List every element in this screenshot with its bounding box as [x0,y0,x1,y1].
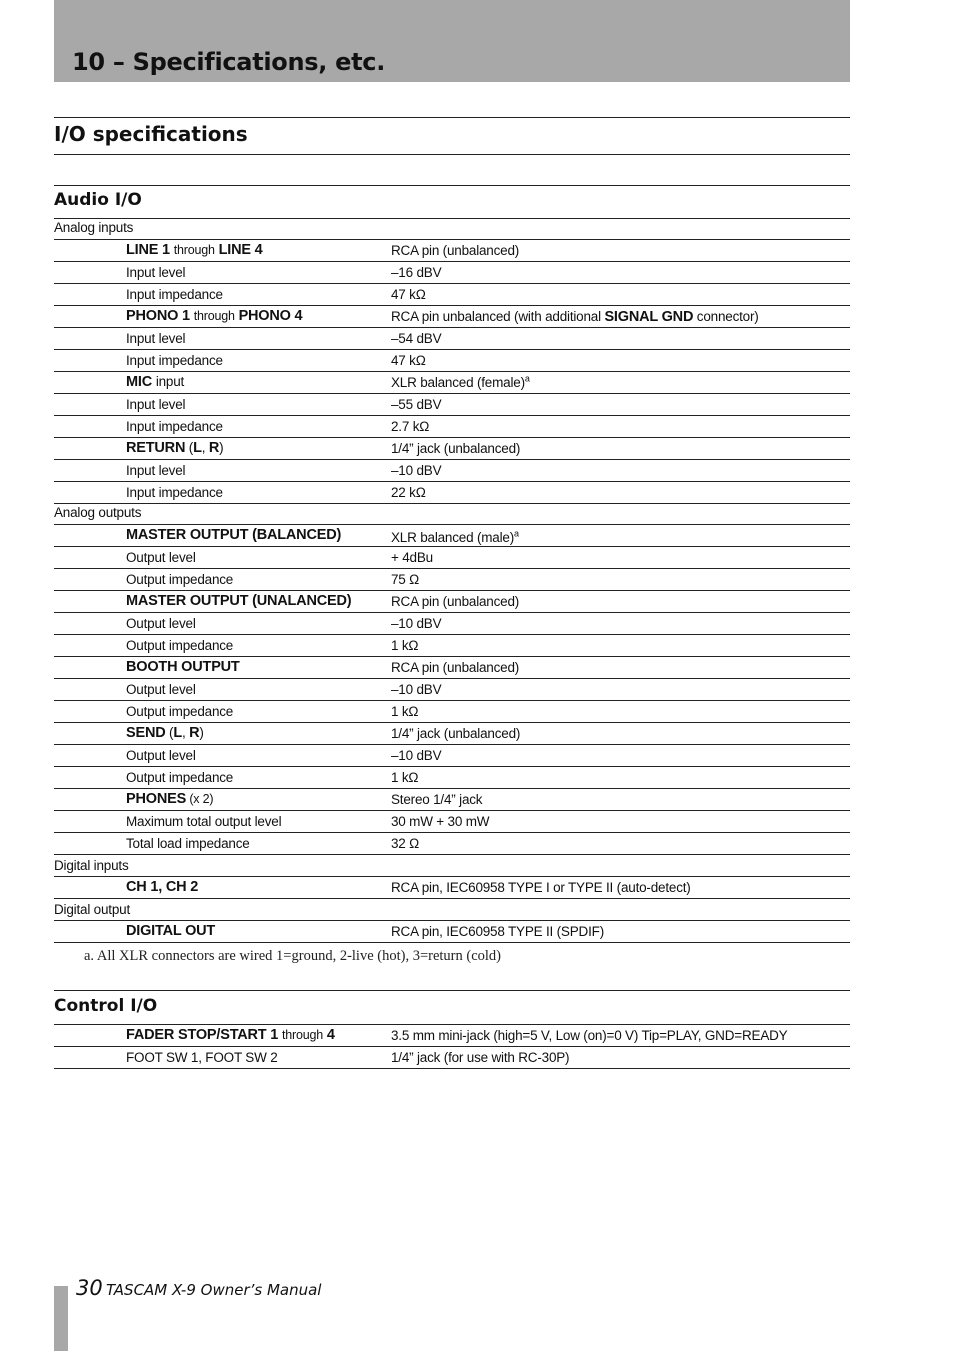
table-row-foot-sw [54,1047,850,1069]
table-row [54,811,850,833]
spec-label: Input level [126,463,186,478]
name-suffix: input [155,374,185,389]
connector-name [126,242,263,258]
spec-label: Input level [126,265,186,280]
connector-type: RCA pin (unbalanced) [391,594,520,609]
connector-type: 3.5 mm mini-jack (high=5 V, Low (on)=0 V) Tip=PLAY, GND=READY [391,1028,788,1043]
table-row [54,350,850,372]
paren: ) [219,440,224,455]
name-part: MIC [126,374,152,390]
table-row [54,701,850,723]
control-io-title: Control I/O [54,996,158,1016]
name-suffix: (x 2) [186,792,214,806]
connector-type [391,309,759,325]
table-row [54,745,850,767]
spec-label: Input impedance [126,287,223,302]
spec-label: Output level [126,682,196,697]
connector-name [126,1027,335,1043]
table-row [54,416,850,438]
table-row [54,569,850,591]
spec-value: 32 Ω [391,836,420,851]
audio-io-rule [54,185,850,186]
spec-value: 47 kΩ [391,287,426,302]
name-part: PHONO 4 [238,308,303,324]
spec-value: –10 dBV [391,463,442,478]
connector-type: RCA pin (unbalanced) [391,660,520,675]
table-row [54,262,850,284]
table-row-master-balanced [54,525,850,547]
spec-label: Input impedance [126,419,223,434]
table-row-return [54,438,850,460]
table-row [54,613,850,635]
text-part: XLR balanced (female) [391,375,525,390]
connector-type: 1/4” jack (unbalanced) [391,441,521,456]
table-row-digital-out [54,921,850,943]
through-text: through [173,243,215,257]
connector-name [126,725,204,741]
table-row-line [54,240,850,262]
table-row-fader [54,1025,850,1047]
spec-label: Input level [126,331,186,346]
spec-value: 22 kΩ [391,485,426,500]
group-label: Analog outputs [54,505,142,520]
table-row-send [54,723,850,745]
connector-name [126,374,184,390]
spec-value: 2.7 kΩ [391,419,430,434]
spec-label: Output level [126,616,196,631]
spec-value: 1 kΩ [391,770,419,785]
name-part: LINE 1 [126,242,170,258]
text-part: RCA pin unbalanced (with additional [391,309,605,324]
connector-name: CH 1, CH 2 [126,879,199,895]
spec-value: –10 dBV [391,616,442,631]
control-io-table [54,1025,850,1069]
group-analog-inputs [54,219,850,240]
table-row-booth [54,657,850,679]
name-part: 4 [326,1027,335,1043]
name-part: PHONES [126,791,187,807]
spec-label: Output level [126,550,196,565]
name-part: SEND [126,725,166,741]
table-row-phones [54,789,850,811]
spec-label: Output impedance [126,704,234,719]
page-number: 30 [76,1276,103,1300]
paren: ) [199,725,204,740]
text-part: XLR balanced (male) [391,530,515,545]
spec-label: Input impedance [126,485,223,500]
connector-name: DIGITAL OUT [126,923,216,939]
table-row [54,482,850,504]
spec-label: Total load impedance [126,836,250,851]
spec-value: –55 dBV [391,397,442,412]
name-part: L [173,725,183,741]
table-row [54,284,850,306]
connector-name: MASTER OUTPUT (UNALANCED) [126,593,352,609]
table-row-phono [54,306,850,328]
spec-label: Input level [126,397,186,412]
group-label: Digital inputs [54,858,129,873]
audio-io-title: Audio I/O [54,190,142,210]
connector-type: 1/4” jack (for use with RC-30P) [391,1050,570,1065]
spec-label: Input impedance [126,353,223,368]
name-part: L [193,440,202,456]
spec-value: 30 mW + 30 mW [391,814,490,829]
table-row-master-unbalanced [54,591,850,613]
audio-io-table [54,219,850,943]
manual-title: TASCAM X-9 Owner’s Manual [106,1281,322,1299]
connector-name: FOOT SW 1, FOOT SW 2 [126,1050,278,1065]
spec-value: –54 dBV [391,331,442,346]
group-label: Analog inputs [54,220,134,235]
spec-label: Output impedance [126,770,234,785]
footer-bar [54,1286,68,1351]
spec-value: –10 dBV [391,682,442,697]
text-part: connector) [693,309,759,324]
name-part: R [189,725,200,741]
table-row [54,460,850,482]
table-row [54,394,850,416]
table-row [54,328,850,350]
connector-type: Stereo 1/4” jack [391,792,483,807]
paren: ( [165,725,174,740]
section-title: I/O specifications [54,122,248,146]
sep: , [201,440,209,455]
chapter-title: 10 – Specifications, etc. [72,48,386,76]
group-label: Digital output [54,902,130,917]
section-rule-top [54,117,850,118]
connector-type: RCA pin (unbalanced) [391,243,520,258]
spec-value: + 4dBu [391,550,433,565]
table-row [54,547,850,569]
connector-name: MASTER OUTPUT (BALANCED) [126,527,342,543]
group-digital-inputs [54,855,850,877]
through-text: through [282,1028,324,1042]
text-part-bold: SIGNAL GND [604,309,694,325]
connector-name [126,440,223,456]
connector-type [391,530,519,545]
spec-label: Maximum total output level [126,814,282,829]
connector-type: RCA pin, IEC60958 TYPE I or TYPE II (auto-detect) [391,880,691,895]
name-part: FADER STOP/START 1 [126,1027,279,1043]
connector-name [126,791,213,807]
connector-name [126,308,302,324]
footnote-mark: a [514,528,519,539]
table-row [54,635,850,657]
group-analog-outputs [54,504,850,525]
spec-value: –10 dBV [391,748,442,763]
name-part: RETURN [126,440,186,456]
name-part: LINE 4 [218,242,263,258]
spec-label: Output level [126,748,196,763]
spec-label: Output impedance [126,572,234,587]
footnote-mark: a [524,373,530,384]
table-row [54,767,850,789]
name-part: PHONO 1 [126,308,190,324]
connector-name: BOOTH OUTPUT [126,659,240,675]
section-rule-bottom [54,154,850,155]
table-row [54,679,850,701]
control-io-rule [54,990,850,991]
group-digital-output [54,899,850,921]
spec-value: 1 kΩ [391,638,419,653]
table-row [54,833,850,855]
footnote: a. All XLR connectors are wired 1=ground, 2-live (hot), 3=return (cold) [84,948,501,964]
spec-value: 47 kΩ [391,353,426,368]
table-row-digital-in [54,877,850,899]
spec-label: Output impedance [126,638,234,653]
through-text: through [193,309,235,323]
connector-type: RCA pin, IEC60958 TYPE II (SPDIF) [391,924,604,939]
name-part: R [208,440,220,456]
spec-value: 1 kΩ [391,704,419,719]
connector-type [391,375,530,390]
spec-value: 75 Ω [391,572,420,587]
sep: , [182,725,190,740]
spec-value: –16 dBV [391,265,442,280]
table-row-mic [54,372,850,394]
connector-type: 1/4” jack (unbalanced) [391,726,521,741]
paren: ( [185,440,194,455]
